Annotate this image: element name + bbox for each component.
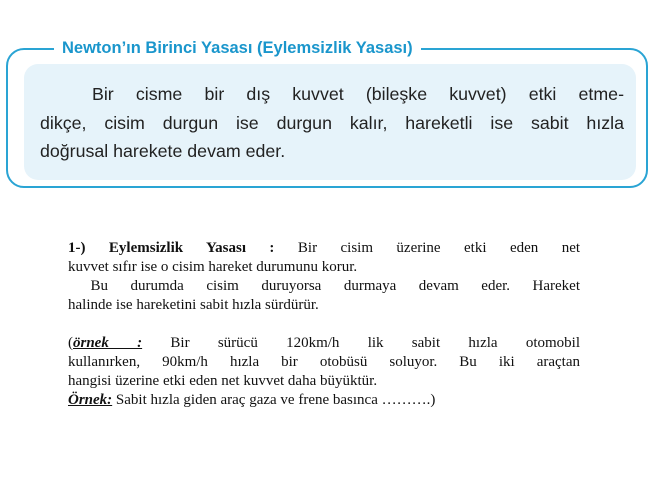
example-2-line: Örnek: Sabit hızla giden araç gaza ve frene basınca ……….) (68, 392, 436, 408)
definition-line-2: dikçe, cisim durgun ise durgun kalır, hareketli ise sabit hızla (40, 112, 624, 133)
section-heading: 1-) Eylemsizlik Yasası : (68, 240, 275, 256)
paragraph-2-line-1: Bu durumda cisim duruyorsa durmaya devam eder. Hareket (90, 278, 580, 294)
example-1-line-3: hangisi üzerine etki eden net kuvvet daha büyüktür. (68, 373, 378, 389)
example-label: örnek : (73, 335, 143, 351)
definition-line-1: Bir cisme bir dış kuvvet (bileşke kuvvet) etki etme- (92, 84, 624, 104)
example-1-line-1: (örnek : Bir sürücü 120km/h lik sabit hızla otomobil (68, 335, 580, 351)
example-1-line-2: kullanırken, 90km/h hızla bir otobüsü soluyor. Bu iki araçtan (68, 354, 580, 370)
paragraph-2-line-2: halinde ise hareketini sabit hızla sürdürür. (68, 297, 319, 313)
example-2-label: Örnek: (68, 392, 113, 408)
paragraph-1-line-1: 1-) Eylemsizlik Yasası : Bir cisim üzerine etki eden net (68, 240, 581, 256)
definition-line-3: doğrusal harekete devam eder. (40, 141, 286, 161)
lesson-body (68, 239, 580, 410)
paragraph-gap (68, 315, 580, 334)
paragraph-1-line-2: kuvvet sıfır ise o cisim hareket durumunu korur. (68, 259, 358, 275)
definition-title: Newton’ın Birinci Yasası (Eylemsizlik Yasası) (54, 38, 421, 58)
definition-box (24, 64, 636, 180)
